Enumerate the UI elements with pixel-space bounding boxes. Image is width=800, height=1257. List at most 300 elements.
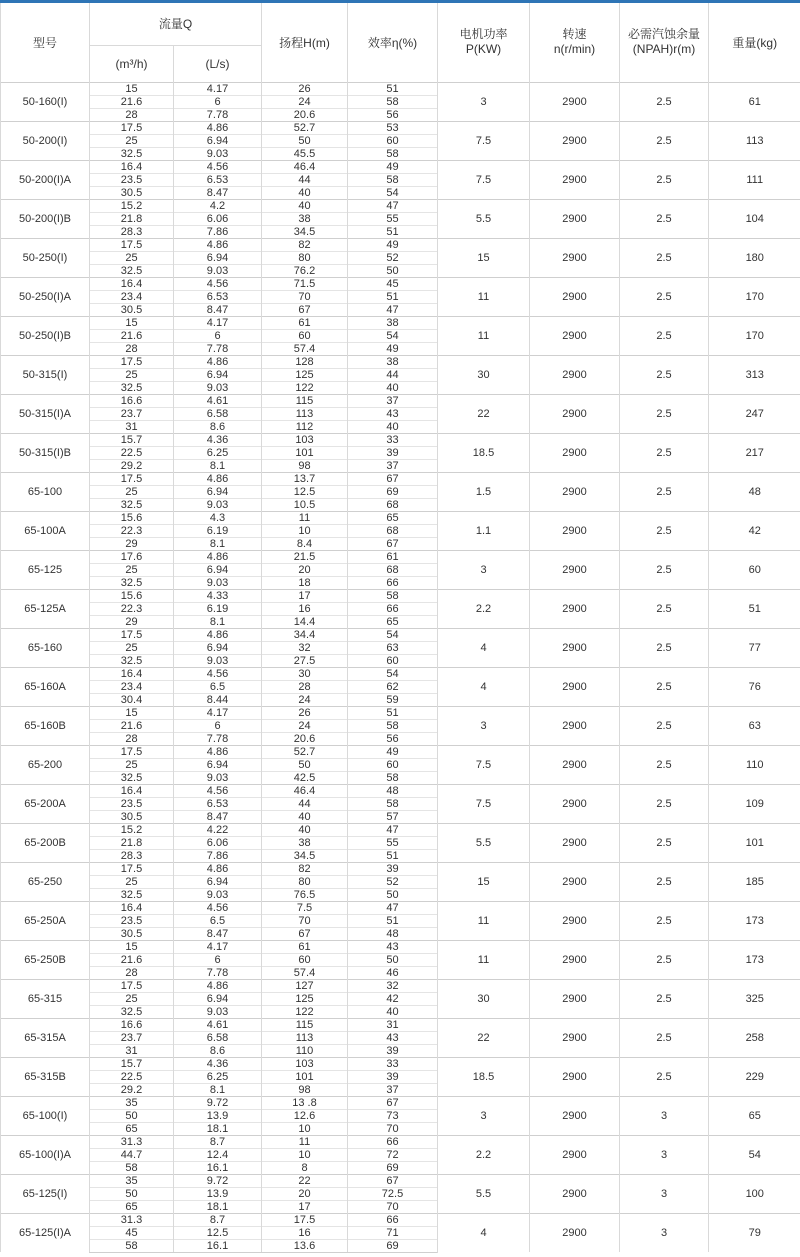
- power-cell: 5.5: [438, 199, 530, 238]
- model-cell: 65-315A: [1, 1018, 90, 1057]
- flow-m3h-cell: 21.6: [90, 95, 174, 108]
- speed-cell: 2900: [530, 550, 620, 589]
- flow-ls-cell: 6.19: [174, 602, 262, 615]
- head-cell: 17: [262, 1200, 348, 1213]
- efficiency-cell: 47: [348, 303, 438, 316]
- weight-cell: 180: [709, 238, 800, 277]
- npsh-cell: 2.5: [620, 238, 709, 277]
- flow-m3h-cell: 23.4: [90, 290, 174, 303]
- head-cell: 40: [262, 823, 348, 836]
- efficiency-cell: 66: [348, 1135, 438, 1148]
- efficiency-cell: 67: [348, 537, 438, 550]
- efficiency-cell: 58: [348, 589, 438, 602]
- flow-m3h-cell: 65: [90, 1122, 174, 1135]
- model-cell: 50-315(I)A: [1, 394, 90, 433]
- power-cell: 15: [438, 862, 530, 901]
- speed-cell: 2900: [530, 1135, 620, 1174]
- efficiency-cell: 40: [348, 1005, 438, 1018]
- head-cell: 13 .8: [262, 1096, 348, 1109]
- model-cell: 65-250A: [1, 901, 90, 940]
- speed-cell: 2900: [530, 394, 620, 433]
- npsh-cell: 2.5: [620, 316, 709, 355]
- head-cell: 125: [262, 368, 348, 381]
- head-cell: 14.4: [262, 615, 348, 628]
- model-cell: 50-250(I)A: [1, 277, 90, 316]
- head-cell: 50: [262, 758, 348, 771]
- flow-m3h-cell: 15: [90, 940, 174, 953]
- table-row: [1, 277, 800, 290]
- flow-ls-cell: 6: [174, 95, 262, 108]
- head-cell: 24: [262, 719, 348, 732]
- table-row: [1, 940, 800, 953]
- flow-ls-cell: 4.86: [174, 745, 262, 758]
- flow-m3h-cell: 21.6: [90, 953, 174, 966]
- weight-cell: 258: [709, 1018, 800, 1057]
- head-cell: 50: [262, 134, 348, 147]
- npsh-cell: 2.5: [620, 745, 709, 784]
- efficiency-cell: 69: [348, 1161, 438, 1174]
- flow-m3h-cell: 23.4: [90, 680, 174, 693]
- weight-cell: 60: [709, 550, 800, 589]
- weight-cell: 217: [709, 433, 800, 472]
- model-cell: 50-200(I): [1, 121, 90, 160]
- npsh-cell: 2.5: [620, 1018, 709, 1057]
- head-cell: 45.5: [262, 147, 348, 160]
- model-cell: 65-160A: [1, 667, 90, 706]
- head-cell: 20: [262, 563, 348, 576]
- col-header-npsh: [620, 3, 709, 82]
- head-cell: 20: [262, 1187, 348, 1200]
- head-cell: 122: [262, 381, 348, 394]
- flow-ls-cell: 6: [174, 953, 262, 966]
- efficiency-cell: 72: [348, 1148, 438, 1161]
- model-cell: 65-100: [1, 472, 90, 511]
- model-cell: 65-125A: [1, 589, 90, 628]
- model-cell: 50-200(I)A: [1, 160, 90, 199]
- npsh-cell: 2.5: [620, 862, 709, 901]
- efficiency-cell: 47: [348, 901, 438, 914]
- flow-m3h-cell: 65: [90, 1200, 174, 1213]
- model-cell: 65-200A: [1, 784, 90, 823]
- npsh-cell: 2.5: [620, 199, 709, 238]
- weight-cell: 61: [709, 82, 800, 121]
- flow-ls-cell: 4.17: [174, 706, 262, 719]
- col-header-speed-line1: 转速: [562, 27, 587, 42]
- power-cell: 1.5: [438, 472, 530, 511]
- flow-m3h-cell: 17.5: [90, 472, 174, 485]
- weight-cell: 48: [709, 472, 800, 511]
- speed-cell: 2900: [530, 82, 620, 121]
- speed-cell: 2900: [530, 706, 620, 745]
- speed-cell: 2900: [530, 901, 620, 940]
- model-cell: 50-250(I)B: [1, 316, 90, 355]
- flow-ls-cell: 4.86: [174, 862, 262, 875]
- head-cell: 28: [262, 680, 348, 693]
- efficiency-cell: 50: [348, 264, 438, 277]
- efficiency-cell: 61: [348, 550, 438, 563]
- col-header-flow: 流量Q: [90, 3, 262, 45]
- head-cell: 60: [262, 953, 348, 966]
- weight-cell: 100: [709, 1174, 800, 1213]
- flow-ls-cell: 6.94: [174, 251, 262, 264]
- npsh-cell: 2.5: [620, 433, 709, 472]
- flow-m3h-cell: 23.7: [90, 1031, 174, 1044]
- flow-ls-cell: 7.86: [174, 849, 262, 862]
- flow-ls-cell: 8.47: [174, 186, 262, 199]
- efficiency-cell: 49: [348, 238, 438, 251]
- flow-m3h-cell: 17.5: [90, 238, 174, 251]
- head-cell: 46.4: [262, 784, 348, 797]
- flow-ls-cell: 7.78: [174, 342, 262, 355]
- table-row: [1, 862, 800, 875]
- flow-ls-cell: 4.33: [174, 589, 262, 602]
- flow-m3h-cell: 22.3: [90, 602, 174, 615]
- flow-m3h-cell: 21.6: [90, 719, 174, 732]
- flow-ls-cell: 7.78: [174, 108, 262, 121]
- npsh-cell: 2.5: [620, 784, 709, 823]
- col-header-power-line2: P(KW): [465, 42, 502, 57]
- head-cell: 61: [262, 940, 348, 953]
- head-cell: 27.5: [262, 654, 348, 667]
- weight-cell: 79: [709, 1213, 800, 1252]
- power-cell: 7.5: [438, 160, 530, 199]
- model-cell: 65-100(I): [1, 1096, 90, 1135]
- model-cell: 65-315: [1, 979, 90, 1018]
- npsh-cell: 2.5: [620, 394, 709, 433]
- speed-cell: 2900: [530, 511, 620, 550]
- col-header-efficiency: 效率η(%): [348, 3, 438, 82]
- flow-m3h-cell: 15.2: [90, 199, 174, 212]
- weight-cell: 325: [709, 979, 800, 1018]
- flow-ls-cell: 8.1: [174, 459, 262, 472]
- weight-cell: 247: [709, 394, 800, 433]
- efficiency-cell: 70: [348, 1122, 438, 1135]
- flow-m3h-cell: 32.5: [90, 264, 174, 277]
- efficiency-cell: 52: [348, 875, 438, 888]
- table-row: [1, 433, 800, 446]
- efficiency-cell: 65: [348, 511, 438, 524]
- weight-cell: 313: [709, 355, 800, 394]
- flow-m3h-cell: 32.5: [90, 381, 174, 394]
- flow-ls-cell: 6.19: [174, 524, 262, 537]
- flow-m3h-cell: 32.5: [90, 888, 174, 901]
- efficiency-cell: 53: [348, 121, 438, 134]
- flow-ls-cell: 13.9: [174, 1109, 262, 1122]
- header-row-1: [1, 3, 800, 45]
- flow-m3h-cell: 28.3: [90, 849, 174, 862]
- table-row: [1, 1057, 800, 1070]
- speed-cell: 2900: [530, 745, 620, 784]
- head-cell: 76.5: [262, 888, 348, 901]
- head-cell: 8: [262, 1161, 348, 1174]
- flow-ls-cell: 7.78: [174, 732, 262, 745]
- efficiency-cell: 54: [348, 186, 438, 199]
- flow-ls-cell: 6.94: [174, 368, 262, 381]
- weight-cell: 63: [709, 706, 800, 745]
- flow-ls-cell: 6.94: [174, 758, 262, 771]
- head-cell: 10.5: [262, 498, 348, 511]
- head-cell: 112: [262, 420, 348, 433]
- efficiency-cell: 63: [348, 641, 438, 654]
- efficiency-cell: 32: [348, 979, 438, 992]
- speed-cell: 2900: [530, 940, 620, 979]
- efficiency-cell: 46: [348, 966, 438, 979]
- flow-m3h-cell: 16.4: [90, 277, 174, 290]
- efficiency-cell: 44: [348, 368, 438, 381]
- model-cell: 65-160B: [1, 706, 90, 745]
- speed-cell: 2900: [530, 1018, 620, 1057]
- efficiency-cell: 31: [348, 1018, 438, 1031]
- flow-ls-cell: 4.86: [174, 628, 262, 641]
- col-header-speed: [530, 3, 620, 82]
- flow-m3h-cell: 23.7: [90, 407, 174, 420]
- efficiency-cell: 58: [348, 719, 438, 732]
- flow-m3h-cell: 25: [90, 134, 174, 147]
- flow-m3h-cell: 22.5: [90, 446, 174, 459]
- col-header-power: [438, 3, 530, 82]
- head-cell: 17: [262, 589, 348, 602]
- head-cell: 60: [262, 329, 348, 342]
- speed-cell: 2900: [530, 862, 620, 901]
- flow-ls-cell: 4.56: [174, 160, 262, 173]
- efficiency-cell: 73: [348, 1109, 438, 1122]
- efficiency-cell: 62: [348, 680, 438, 693]
- speed-cell: 2900: [530, 199, 620, 238]
- power-cell: 15: [438, 238, 530, 277]
- table-row: [1, 1096, 800, 1109]
- power-cell: 7.5: [438, 745, 530, 784]
- power-cell: 30: [438, 979, 530, 1018]
- head-cell: 34.5: [262, 849, 348, 862]
- flow-m3h-cell: 50: [90, 1187, 174, 1200]
- efficiency-cell: 58: [348, 95, 438, 108]
- efficiency-cell: 39: [348, 862, 438, 875]
- head-cell: 24: [262, 693, 348, 706]
- efficiency-cell: 51: [348, 914, 438, 927]
- power-cell: 11: [438, 940, 530, 979]
- head-cell: 7.5: [262, 901, 348, 914]
- weight-cell: 77: [709, 628, 800, 667]
- head-cell: 16: [262, 602, 348, 615]
- head-cell: 82: [262, 862, 348, 875]
- head-cell: 61: [262, 316, 348, 329]
- col-header-head: 扬程H(m): [262, 3, 348, 82]
- flow-m3h-cell: 16.6: [90, 1018, 174, 1031]
- flow-ls-cell: 6.25: [174, 1070, 262, 1083]
- model-cell: 65-200B: [1, 823, 90, 862]
- col-header-flow-ls: (L/s): [174, 45, 262, 82]
- model-cell: 65-125: [1, 550, 90, 589]
- flow-m3h-cell: 31: [90, 420, 174, 433]
- head-cell: 52.7: [262, 745, 348, 758]
- head-cell: 98: [262, 1083, 348, 1096]
- efficiency-cell: 37: [348, 394, 438, 407]
- table-row: [1, 667, 800, 680]
- flow-m3h-cell: 28: [90, 108, 174, 121]
- efficiency-cell: 38: [348, 355, 438, 368]
- power-cell: 22: [438, 1018, 530, 1057]
- flow-ls-cell: 9.72: [174, 1096, 262, 1109]
- efficiency-cell: 58: [348, 797, 438, 810]
- weight-cell: 51: [709, 589, 800, 628]
- flow-m3h-cell: 32.5: [90, 654, 174, 667]
- npsh-cell: 2.5: [620, 628, 709, 667]
- model-cell: 65-315B: [1, 1057, 90, 1096]
- flow-ls-cell: 4.17: [174, 940, 262, 953]
- flow-ls-cell: 4.22: [174, 823, 262, 836]
- flow-m3h-cell: 29: [90, 615, 174, 628]
- speed-cell: 2900: [530, 1057, 620, 1096]
- table-row: [1, 160, 800, 173]
- head-cell: 26: [262, 82, 348, 95]
- flow-m3h-cell: 25: [90, 875, 174, 888]
- efficiency-cell: 39: [348, 446, 438, 459]
- efficiency-cell: 51: [348, 706, 438, 719]
- table-row: [1, 784, 800, 797]
- efficiency-cell: 47: [348, 823, 438, 836]
- weight-cell: 229: [709, 1057, 800, 1096]
- flow-m3h-cell: 35: [90, 1096, 174, 1109]
- efficiency-cell: 60: [348, 654, 438, 667]
- flow-ls-cell: 9.03: [174, 147, 262, 160]
- model-cell: 65-250: [1, 862, 90, 901]
- efficiency-cell: 54: [348, 628, 438, 641]
- power-cell: 3: [438, 706, 530, 745]
- table-row: [1, 823, 800, 836]
- power-cell: 5.5: [438, 823, 530, 862]
- flow-ls-cell: 9.72: [174, 1174, 262, 1187]
- flow-m3h-cell: 25: [90, 563, 174, 576]
- power-cell: 5.5: [438, 1174, 530, 1213]
- head-cell: 38: [262, 836, 348, 849]
- efficiency-cell: 56: [348, 108, 438, 121]
- flow-ls-cell: 4.56: [174, 784, 262, 797]
- flow-m3h-cell: 30.5: [90, 927, 174, 940]
- power-cell: 4: [438, 667, 530, 706]
- efficiency-cell: 51: [348, 849, 438, 862]
- flow-ls-cell: 6.06: [174, 836, 262, 849]
- flow-ls-cell: 6.06: [174, 212, 262, 225]
- power-cell: 3: [438, 82, 530, 121]
- efficiency-cell: 48: [348, 927, 438, 940]
- efficiency-cell: 67: [348, 1174, 438, 1187]
- head-cell: 70: [262, 914, 348, 927]
- flow-ls-cell: 12.4: [174, 1148, 262, 1161]
- col-header-flow-m3h: (m³/h): [90, 45, 174, 82]
- efficiency-cell: 72.5: [348, 1187, 438, 1200]
- speed-cell: 2900: [530, 238, 620, 277]
- head-cell: 71.5: [262, 277, 348, 290]
- head-cell: 10: [262, 1148, 348, 1161]
- head-cell: 82: [262, 238, 348, 251]
- efficiency-cell: 68: [348, 563, 438, 576]
- head-cell: 22: [262, 1174, 348, 1187]
- flow-ls-cell: 9.03: [174, 1005, 262, 1018]
- flow-ls-cell: 6.25: [174, 446, 262, 459]
- flow-m3h-cell: 15.6: [90, 511, 174, 524]
- table-row: [1, 199, 800, 212]
- head-cell: 101: [262, 1070, 348, 1083]
- flow-m3h-cell: 50: [90, 1109, 174, 1122]
- efficiency-cell: 33: [348, 1057, 438, 1070]
- head-cell: 127: [262, 979, 348, 992]
- head-cell: 98: [262, 459, 348, 472]
- flow-ls-cell: 6.53: [174, 173, 262, 186]
- efficiency-cell: 67: [348, 1096, 438, 1109]
- speed-cell: 2900: [530, 628, 620, 667]
- model-cell: 65-100A: [1, 511, 90, 550]
- flow-ls-cell: 9.03: [174, 771, 262, 784]
- flow-m3h-cell: 16.4: [90, 160, 174, 173]
- flow-m3h-cell: 17.5: [90, 628, 174, 641]
- spec-table-body: [1, 82, 800, 1252]
- flow-m3h-cell: 25: [90, 485, 174, 498]
- flow-m3h-cell: 17.5: [90, 121, 174, 134]
- flow-ls-cell: 6.5: [174, 914, 262, 927]
- flow-m3h-cell: 22.5: [90, 1070, 174, 1083]
- head-cell: 26: [262, 706, 348, 719]
- flow-ls-cell: 4.86: [174, 238, 262, 251]
- flow-ls-cell: 8.47: [174, 303, 262, 316]
- flow-ls-cell: 6.94: [174, 641, 262, 654]
- table-row: [1, 316, 800, 329]
- power-cell: 3: [438, 550, 530, 589]
- npsh-cell: 2.5: [620, 823, 709, 862]
- head-cell: 21.5: [262, 550, 348, 563]
- model-cell: 65-125(I)A: [1, 1213, 90, 1252]
- power-cell: 1.1: [438, 511, 530, 550]
- pump-spec-table: [0, 3, 800, 1253]
- npsh-cell: 2.5: [620, 550, 709, 589]
- table-row: [1, 706, 800, 719]
- power-cell: 11: [438, 901, 530, 940]
- efficiency-cell: 45: [348, 277, 438, 290]
- flow-ls-cell: 8.6: [174, 420, 262, 433]
- flow-m3h-cell: 17.5: [90, 355, 174, 368]
- flow-m3h-cell: 22.3: [90, 524, 174, 537]
- flow-m3h-cell: 16.4: [90, 901, 174, 914]
- head-cell: 34.4: [262, 628, 348, 641]
- flow-ls-cell: 9.03: [174, 264, 262, 277]
- npsh-cell: 2.5: [620, 355, 709, 394]
- head-cell: 80: [262, 251, 348, 264]
- flow-ls-cell: 6.94: [174, 992, 262, 1005]
- flow-m3h-cell: 25: [90, 251, 174, 264]
- table-row: [1, 1213, 800, 1226]
- weight-cell: 110: [709, 745, 800, 784]
- table-row: [1, 589, 800, 602]
- head-cell: 57.4: [262, 966, 348, 979]
- table-row: [1, 1018, 800, 1031]
- efficiency-cell: 50: [348, 888, 438, 901]
- head-cell: 11: [262, 511, 348, 524]
- efficiency-cell: 51: [348, 290, 438, 303]
- model-cell: 65-200: [1, 745, 90, 784]
- flow-m3h-cell: 32.5: [90, 498, 174, 511]
- flow-m3h-cell: 25: [90, 758, 174, 771]
- weight-cell: 101: [709, 823, 800, 862]
- col-header-npsh-line2: (NPAH)r(m): [632, 42, 696, 57]
- head-cell: 11: [262, 1135, 348, 1148]
- flow-m3h-cell: 32.5: [90, 576, 174, 589]
- npsh-cell: 2.5: [620, 160, 709, 199]
- efficiency-cell: 56: [348, 732, 438, 745]
- flow-m3h-cell: 25: [90, 368, 174, 381]
- speed-cell: 2900: [530, 121, 620, 160]
- head-cell: 10: [262, 1122, 348, 1135]
- flow-m3h-cell: 23.5: [90, 797, 174, 810]
- efficiency-cell: 54: [348, 667, 438, 680]
